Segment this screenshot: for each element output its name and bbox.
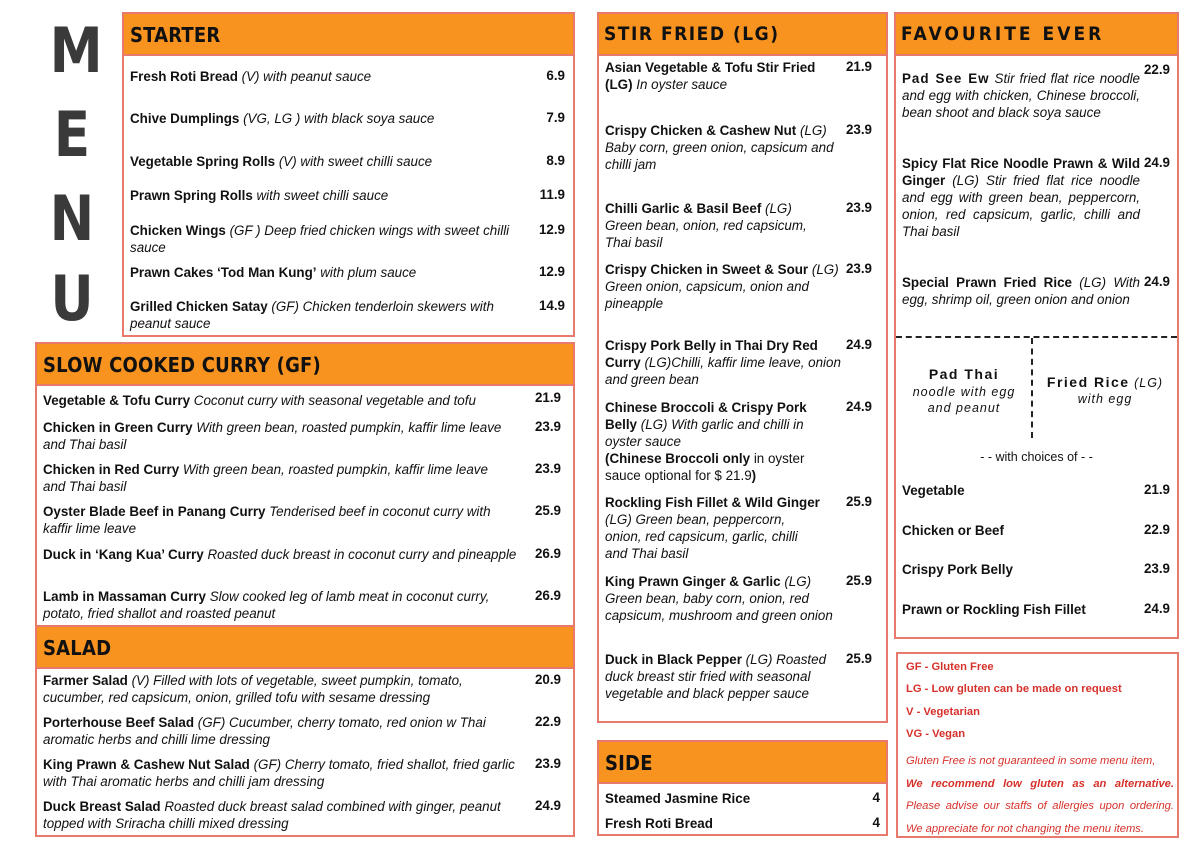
menu-item: Asian Vegetable & Tofu Stir Fried (LG) In oyster sauce [605, 60, 816, 92]
legend-note: Gluten Free is not guaranteed in some menu item, We recommend low gluten as an alternative. Please advise our staffs of allergies upon ordering. We appreciate for not changing the menu items. [906, 755, 1174, 835]
item-price: 14.9 [538, 298, 565, 313]
menu-item: Spicy Flat Rice Noodle Prawn & Wild Ginger (LG) Stir fried flat rice noodle and egg with green bean, peppercorn, onion, red capsicum, garlic, chilli and Thai basil [902, 156, 1140, 239]
menu-letter-u: U [50, 262, 94, 335]
item-price: 24.9 [845, 337, 872, 352]
legend-section [896, 652, 1179, 838]
stir-fried-header: STIR FRIED (LG) [599, 14, 886, 56]
item-price: 22.9 [1143, 522, 1170, 537]
menu-item: Farmer Salad (V) Filled with lots of vegetable, sweet pumpkin, tomato, cucumber, red capsicum, onion, grilled tofu with sesame dressing [43, 673, 463, 705]
menu-item: Vegetable & Tofu Curry Coconut curry with seasonal vegetable and tofu [43, 393, 476, 408]
menu-item: Crispy Chicken in Sweet & Sour (LG) Green onion, capsicum, onion and pineapple [605, 262, 839, 311]
item-price: 25.9 [845, 573, 872, 588]
item-price: 24.9 [1143, 274, 1170, 289]
menu-letter-n: N [49, 182, 95, 255]
menu-item: Prawn or Rockling Fish Fillet [902, 602, 1086, 617]
menu-item: Vegetable Spring Rolls (V) with sweet chilli sauce [130, 154, 433, 169]
item-price: 8.9 [546, 153, 565, 168]
item-price: 22.9 [1143, 62, 1170, 77]
item-price: 21.9 [1143, 482, 1170, 497]
item-price: 22.9 [534, 714, 561, 729]
menu-item: King Prawn Ginger & Garlic (LG) Green bean, baby corn, onion, red capsicum, mushroom and green onion [605, 574, 833, 623]
item-price: 24.9 [534, 798, 561, 813]
menu-item: Prawn Cakes ‘Tod Man Kung’ with plum sauce [130, 265, 417, 280]
menu-letter-e: E [53, 98, 91, 171]
menu-item: Lamb in Massaman Curry Slow cooked leg of lamb meat in coconut curry, potato, fried shallot and roasted peanut [43, 589, 490, 621]
legend-gf: GF - Gluten Free [906, 661, 994, 673]
item-price: 25.9 [845, 494, 872, 509]
pad-thai-block: Pad Thai noodle with egg and peanut [912, 366, 1016, 415]
item-price: 25.9 [845, 651, 872, 666]
item-price: 12.9 [538, 222, 565, 237]
legend-v: V - Vegetarian [906, 706, 980, 718]
item-price: 20.9 [534, 672, 561, 687]
menu-item: Duck in Black Pepper (LG) Roasted duck breast stir fried with seasonal vegetable and black pepper sauce [605, 652, 827, 701]
item-price: 24.9 [845, 399, 872, 414]
stir-fried-section [597, 12, 888, 723]
menu-item: Duck in ‘Kang Kua’ Curry Roasted duck breast in coconut curry and pineapple [43, 547, 517, 562]
item-price: 23.9 [534, 419, 561, 434]
item-price: 23.9 [845, 261, 872, 276]
item-price: 26.9 [534, 546, 561, 561]
item-price: 23.9 [534, 461, 561, 476]
menu-item: Chicken in Green Curry With green bean, roasted pumpkin, kaffir lime leave and Thai basil [43, 420, 502, 452]
starter-section [122, 12, 575, 337]
divider [1031, 338, 1033, 438]
item-price: 23.9 [845, 200, 872, 215]
item-price: 23.9 [534, 756, 561, 771]
item-price: 7.9 [546, 110, 565, 125]
choices-label: - - with choices of - - [980, 450, 1093, 464]
item-price: 21.9 [845, 59, 872, 74]
salad-section [35, 625, 575, 837]
starter-header: STARTER [124, 14, 573, 56]
menu-item: Pad See Ew Stir fried flat rice noodle and egg with chicken, Chinese broccoli, bean shoot and black soya sauce [902, 71, 1140, 120]
item-price: 12.9 [538, 264, 565, 279]
menu-item: Chilli Garlic & Basil Beef (LG) Green bean, onion, red capsicum, Thai basil [605, 201, 807, 250]
item-price: 23.9 [1143, 561, 1170, 576]
item-price: 25.9 [534, 503, 561, 518]
menu-letter-m: M [49, 14, 103, 87]
menu-item: Fresh Roti Bread (V) with peanut sauce [130, 69, 372, 84]
menu-item: Rockling Fish Fillet & Wild Ginger (LG) Green bean, peppercorn, onion, red capsicum, garlic, chilli and Thai basil [605, 495, 820, 561]
menu-item: Grilled Chicken Satay (GF) Chicken tenderloin skewers with peanut sauce [130, 299, 494, 331]
favourite-header: FAVOURITE EVER [896, 14, 1177, 56]
item-price: 24.9 [1143, 601, 1170, 616]
favourite-section [894, 12, 1179, 639]
legend-vg: VG - Vegan [906, 728, 966, 740]
menu-item: Chive Dumplings (VG, LG ) with black soya sauce [130, 111, 435, 126]
menu-item: Oyster Blade Beef in Panang Curry Tenderised beef in coconut curry with kaffir lime leave [43, 504, 491, 536]
curry-section [35, 342, 575, 627]
item-price: 21.9 [534, 390, 561, 405]
item-price: 4 [872, 815, 880, 830]
fried-rice-block: Fried Rice (LG) with egg [1046, 374, 1164, 406]
menu-item: Chicken Wings (GF ) Deep fried chicken wings with sweet chilli sauce [130, 223, 510, 255]
item-price: 4 [872, 790, 880, 805]
menu-item: Porterhouse Beef Salad (GF) Cucumber, cherry tomato, red onion w Thai aromatic herbs and chilli lime dressing [43, 715, 486, 747]
menu-item: Duck Breast Salad Roasted duck breast salad combined with ginger, peanut topped with Sriracha chilli mixed dressing [43, 799, 501, 831]
menu-item: Special Prawn Fried Rice (LG) With egg, shrimp oil, green onion and onion [902, 275, 1140, 307]
item-price: 6.9 [546, 68, 565, 83]
menu-item: Crispy Pork Belly [902, 562, 1013, 577]
menu-item: Chicken in Red Curry With green bean, roasted pumpkin, kaffir lime leave and Thai basil [43, 462, 488, 494]
item-price: 23.9 [845, 122, 872, 137]
legend-lg: LG - Low gluten can be made on request [906, 683, 1122, 695]
item-price: 11.9 [539, 187, 565, 202]
item-price: 26.9 [534, 588, 561, 603]
menu-item: Fresh Roti Bread [605, 816, 713, 831]
side-header: SIDE [599, 742, 886, 784]
menu-item: Chinese Broccoli & Crispy Pork Belly (LG) With garlic and chilli in oyster sauce (Chinese Broccoli only in oyster sauce optional for $ 21.9) [605, 400, 807, 483]
curry-header: SLOW COOKED CURRY (GF) [37, 344, 573, 386]
menu-item: Steamed Jasmine Rice [605, 791, 751, 806]
item-price: 24.9 [1143, 155, 1170, 170]
side-section [597, 740, 888, 836]
salad-header: SALAD [37, 627, 573, 669]
divider [896, 336, 1177, 338]
menu-item: Chicken or Beef [902, 523, 1004, 538]
menu-item: Crispy Chicken & Cashew Nut (LG) Baby corn, green onion, capsicum and chilli jam [605, 123, 834, 172]
menu-item: King Prawn & Cashew Nut Salad (GF) Cherry tomato, fried shallot, fried garlic with Thai aromatic herbs and chilli jam dressing [43, 757, 515, 789]
menu-item: Vegetable [902, 483, 965, 498]
menu-item: Prawn Spring Rolls with sweet chilli sauce [130, 188, 389, 203]
menu-item: Crispy Pork Belly in Thai Dry Red Curry (LG)Chilli, kaffir lime leave, onion and green bean [605, 338, 841, 387]
